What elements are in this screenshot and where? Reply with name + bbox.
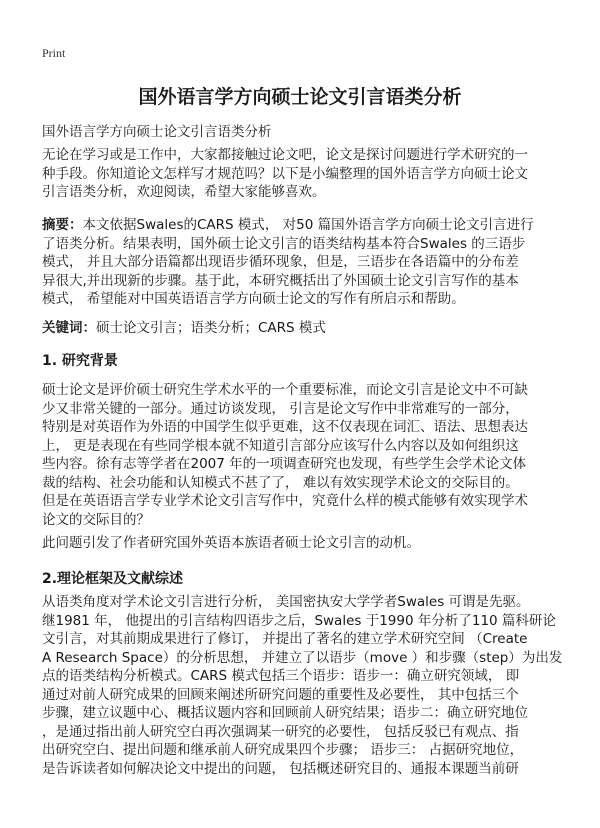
text-line: 种手段。你知道论文怎样写才规范吗？以下是小编整理的国外语言学方向硕士论文 <box>42 165 528 182</box>
text-line: 些内容。徐有志等学者在2007 年的一项调查研究也发现，有些学生会学术论文体 <box>42 456 527 472</box>
text-line: ，是通过指出前人研究空白再次强调某一研究的必要性， 包括反驳已有观点、指 <box>42 723 519 740</box>
text-line: 点的语类结构分析模式。CARS 模式包括三个语步：语步一：确立研究领域， 即 <box>42 668 520 684</box>
text-line: 引言语类分析，欢迎阅读，希望大家能够喜欢。 <box>42 184 326 200</box>
text-line: 裁的结构、社会功能和认知模式不甚了了， 难以有效实现学术论文的交际目的。 <box>42 474 519 491</box>
section1-heading: 1. 研究背景 <box>42 353 118 369</box>
text-line: 异很大,并出现新的步骤。基于此，本研究概括出了外国硕士论文引言写作的基本 <box>42 272 519 289</box>
text-line: 了语类分析。结果表明，国外硕士论文引言的语类结构基本符合Swales 的三语步 <box>42 235 526 252</box>
text-line: 出研究空白、提出问题和继承前人研究成果四个步骤； 语步三： 占据研究地位， <box>42 742 524 758</box>
text-line: 文引言，对其前期成果进行了修订， 并提出了著名的建立学术研究空间 （Create <box>42 631 528 647</box>
text-line: 是告诉读者如何解决论文中提出的问题， 包括概述研究目的、通报本课题当前研 <box>42 760 519 777</box>
section2-heading: 2.理论框架及文献综述 <box>42 571 184 587</box>
print-link[interactable]: Print <box>42 46 66 60</box>
abstract-text: 本文依据Swales的CARS 模式， 对50 篇国外语言学方向硕士论文引言进行 <box>82 217 534 233</box>
text-line: 特别是对英语作为外语的中国学生似乎更难，这不仅表现在词汇、语法、思想表达 <box>42 419 528 435</box>
keywords-line <box>42 319 326 338</box>
text-line: 从语类角度对学术论文引言进行分析， 美国密执安大学学者Swales 可谓是先驱。 <box>42 594 530 610</box>
abstract-label: 摘要： <box>42 217 83 233</box>
text-line: 通过对前人研究成果的回顾来阐述所研究问题的重要性及必要性， 其中包括三个 <box>42 686 519 703</box>
section1-closing: 此问题引发了作者研究国外英语本族语者硕士论文引言的动机。 <box>42 535 420 551</box>
text-line: 上， 更是表现在有些同学根本就不知道引言部分应该写什么内容以及如何组织这 <box>42 437 519 454</box>
text-line: 继1981 年， 他提出的引言结构四语步之后，Swales 于1990 年分析了110 篇科研论 <box>42 612 556 629</box>
subtitle: 国外语言学方向硕士论文引言语类分析 <box>42 124 272 140</box>
text-line: 硕士论文是评价硕士研究生学术水平的一个重要标准，而论文引言是论文中不可缺 <box>42 382 528 398</box>
text-line: 论文的交际目的？ <box>42 511 150 528</box>
text-line: 无论在学习或是工作中，大家都接触过论文吧，论文是探讨问题进行学术研究的一 <box>42 147 528 163</box>
abstract-line <box>42 216 534 235</box>
keywords-text: 硕士论文引言；语类分析；CARS 模式 <box>96 320 326 336</box>
text-line: 少又非常关键的一部分。通过访谈发现， 引言是论文写作中非常难写的一部分， <box>42 400 519 417</box>
text-line: 但是在英语语言学专业学术论文引言写作中，究竟什么样的模式能够有效实现学术 <box>42 493 528 509</box>
text-line: A Research Space）的分析思想， 并建立了以语步（move ）和步骤（step）为出发 <box>42 649 563 666</box>
text-line: 模式， 希望能对中国英语语言学方向硕士论文的写作有所启示和帮助。 <box>42 291 465 307</box>
text-line: 模式， 并且大部分语篇都出现语步循环现象，但是，三语步在各语篇中的分布差 <box>42 254 519 270</box>
page-title: 国外语言学方向硕士论文引言语类分析 <box>138 86 462 108</box>
text-line: 步骤，建立议题中心、概括议题内容和回顾前人研究结果；语步二：确立研究地位 <box>42 705 528 721</box>
keywords-label: 关键词： <box>42 320 96 336</box>
